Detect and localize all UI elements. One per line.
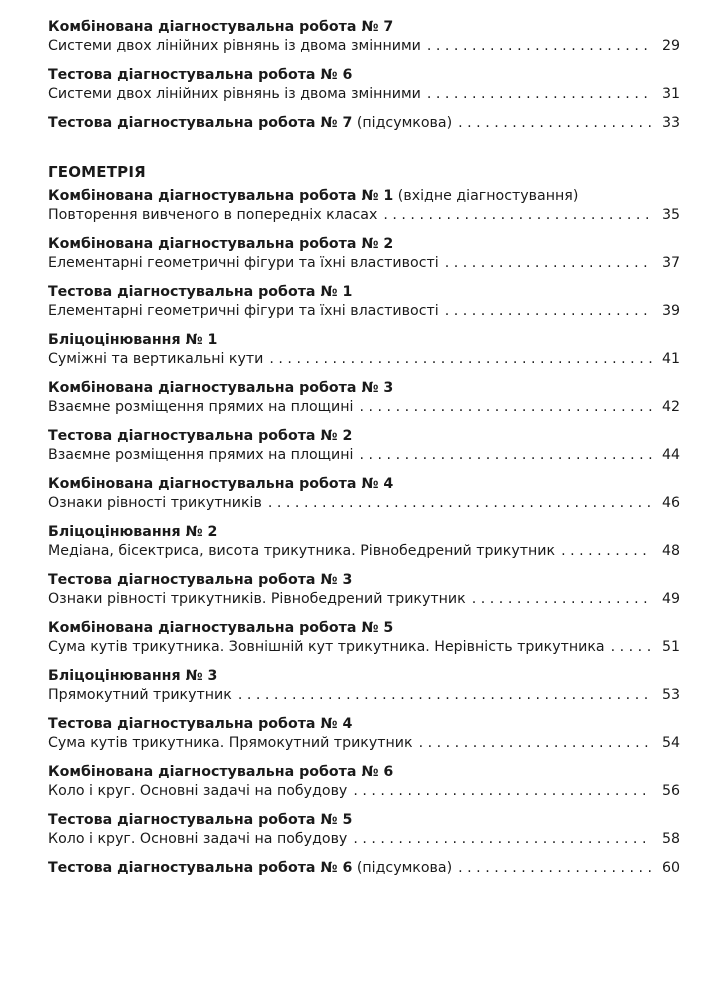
toc-entry-topic-line	[48, 590, 680, 609]
toc-entry[interactable]	[48, 114, 680, 133]
toc-entry-heading	[48, 428, 352, 444]
toc-entry[interactable]	[48, 235, 680, 273]
toc-entry-topic-line	[48, 830, 680, 849]
toc-entry[interactable]	[48, 859, 680, 878]
toc-entry-title-line	[48, 619, 680, 638]
work-note: (вхідне діагностування)	[397, 188, 579, 204]
work-title: Тестова діагностувальна робота № 6	[48, 860, 353, 876]
toc-entry-title-line	[48, 66, 680, 85]
page-number: 56	[661, 783, 680, 799]
dot-leader	[269, 350, 652, 369]
work-title: Комбінована діагностувальна робота № 7	[48, 19, 394, 35]
topic-text: Сума кутів трикутника. Зовнішній кут трикутника. Нерівність трикутника	[48, 639, 605, 655]
dot-leader	[458, 859, 652, 878]
toc-entry-title-line	[48, 427, 680, 446]
table-of-contents	[48, 18, 680, 888]
toc-entry-topic-line	[48, 85, 680, 104]
toc-entry-heading	[48, 572, 352, 588]
topic-text: Системи двох лінійних рівнянь із двома змінними	[48, 86, 421, 102]
dot-leader	[611, 638, 652, 657]
toc-entry-topic-line	[48, 494, 680, 513]
page-number: 29	[661, 38, 680, 54]
topic-text: Повторення вивченого в попередніх класах	[48, 207, 378, 223]
work-title: Комбінована діагностувальна робота № 6	[48, 764, 394, 780]
dot-leader	[427, 85, 652, 104]
toc-entry-topic-line	[48, 37, 680, 56]
toc-entry-title-line	[48, 114, 680, 133]
toc-entry-topic-line	[48, 734, 680, 753]
dot-leader	[445, 302, 652, 321]
work-title: Бліцоцінювання № 3	[48, 668, 218, 684]
dot-leader	[353, 830, 652, 849]
work-title: Бліцоцінювання № 2	[48, 524, 218, 540]
topic-text: Ознаки рівності трикутників. Рівнобедрений трикутник	[48, 591, 466, 607]
dot-leader	[419, 734, 652, 753]
toc-entry-topic-line	[48, 686, 680, 705]
work-title: Комбінована діагностувальна робота № 2	[48, 236, 394, 252]
toc-entry-title-line	[48, 571, 680, 590]
toc-entry[interactable]	[48, 427, 680, 465]
toc-entry[interactable]	[48, 763, 680, 801]
work-title: Тестова діагностувальна робота № 1	[48, 284, 353, 300]
toc-entry-heading	[48, 114, 452, 133]
work-title: Тестова діагностувальна робота № 3	[48, 572, 353, 588]
work-title: Комбінована діагностувальна робота № 1	[48, 188, 394, 204]
toc-entry-heading	[48, 859, 452, 878]
toc-entry[interactable]	[48, 379, 680, 417]
toc-entry-heading	[48, 524, 217, 540]
topic-text: Елементарні геометричні фігури та їхні властивості	[48, 255, 439, 271]
page-number: 31	[661, 86, 680, 102]
topic-text: Прямокутний трикутник	[48, 687, 232, 703]
toc-entry-heading	[48, 812, 352, 828]
toc-entry-topic-line	[48, 638, 680, 657]
toc-entry[interactable]	[48, 475, 680, 513]
work-title: Тестова діагностувальна робота № 2	[48, 428, 353, 444]
toc-entry-topic-line	[48, 302, 680, 321]
page-number: 37	[661, 255, 680, 271]
dot-leader	[238, 686, 652, 705]
topic-text: Взаємне розміщення прямих на площині	[48, 447, 354, 463]
toc-entry[interactable]	[48, 715, 680, 753]
toc-entry-title-line	[48, 523, 680, 542]
page-number: 51	[661, 639, 680, 655]
page-number: 41	[661, 351, 680, 367]
toc-entry-title-line	[48, 811, 680, 830]
work-title: Тестова діагностувальна робота № 7	[48, 115, 353, 131]
dot-leader	[458, 114, 652, 133]
page-number: 39	[661, 303, 680, 319]
topic-text: Суміжні та вертикальні кути	[48, 351, 264, 367]
toc-entry-title-line	[48, 715, 680, 734]
toc-entry-heading	[48, 188, 578, 204]
algebra-section-tail	[48, 18, 680, 133]
page-number: 33	[661, 115, 680, 131]
toc-entry-heading	[48, 19, 393, 35]
geometry-heading: ГЕОМЕТРІЯ	[48, 163, 146, 181]
toc-entry-title-line	[48, 235, 680, 254]
toc-entry[interactable]	[48, 571, 680, 609]
page-number: 42	[661, 399, 680, 415]
page-number: 35	[661, 207, 680, 223]
work-title: Тестова діагностувальна робота № 4	[48, 716, 353, 732]
toc-entry[interactable]	[48, 811, 680, 849]
dot-leader	[268, 494, 652, 513]
toc-entry-heading	[48, 380, 393, 396]
work-note: (підсумкова)	[356, 860, 453, 876]
page-number: 49	[661, 591, 680, 607]
toc-entry-topic-line	[48, 206, 680, 225]
work-note: (підсумкова)	[356, 115, 453, 131]
work-title: Комбінована діагностувальна робота № 3	[48, 380, 394, 396]
toc-entry-heading	[48, 668, 217, 684]
topic-text: Медіана, бісектриса, висота трикутника. Рівнобедрений трикутник	[48, 543, 556, 559]
work-title: Комбінована діагностувальна робота № 5	[48, 620, 394, 636]
toc-entry[interactable]	[48, 187, 680, 225]
toc-entry[interactable]	[48, 18, 680, 56]
dot-leader	[445, 254, 652, 273]
toc-entry-heading	[48, 284, 352, 300]
page-number: 60	[661, 860, 680, 876]
toc-entry-title-line	[48, 763, 680, 782]
toc-entry-heading	[48, 332, 217, 348]
toc-entry-topic-line	[48, 446, 680, 465]
toc-entry-topic-line	[48, 782, 680, 801]
toc-entry[interactable]	[48, 619, 680, 657]
toc-entry-title-line	[48, 283, 680, 302]
topic-text: Взаємне розміщення прямих на площині	[48, 399, 354, 415]
toc-entry-heading	[48, 67, 352, 83]
topic-text: Сума кутів трикутника. Прямокутний трикутник	[48, 735, 413, 751]
dot-leader	[353, 782, 652, 801]
toc-entry-topic-line	[48, 350, 680, 369]
dot-leader	[360, 446, 653, 465]
toc-entry[interactable]	[48, 66, 680, 104]
dot-leader	[472, 590, 652, 609]
work-title: Тестова діагностувальна робота № 5	[48, 812, 353, 828]
toc-entry-topic-line	[48, 542, 680, 561]
toc-entry-heading	[48, 764, 393, 780]
dot-leader	[360, 398, 653, 417]
toc-entry-title-line	[48, 667, 680, 686]
toc-entry[interactable]	[48, 523, 680, 561]
dot-leader	[561, 542, 652, 561]
toc-entry-topic-line	[48, 254, 680, 273]
toc-entry[interactable]	[48, 667, 680, 705]
topic-text: Ознаки рівності трикутників	[48, 495, 262, 511]
page-number: 44	[661, 447, 680, 463]
toc-entry-title-line	[48, 331, 680, 350]
toc-entry-heading	[48, 620, 393, 636]
work-title: Тестова діагностувальна робота № 6	[48, 67, 353, 83]
toc-entry-topic-line	[48, 398, 680, 417]
toc-entry-title-line	[48, 18, 680, 37]
toc-entry[interactable]	[48, 331, 680, 369]
dot-leader	[427, 37, 652, 56]
dot-leader	[383, 206, 652, 225]
geometry-section	[48, 187, 680, 878]
page-number: 53	[661, 687, 680, 703]
toc-entry-heading	[48, 476, 393, 492]
work-title: Бліцоцінювання № 1	[48, 332, 218, 348]
toc-entry-heading	[48, 716, 352, 732]
toc-entry-title-line	[48, 475, 680, 494]
topic-text: Елементарні геометричні фігури та їхні властивості	[48, 303, 439, 319]
page-number: 58	[661, 831, 680, 847]
toc-entry-heading	[48, 236, 393, 252]
toc-entry-title-line	[48, 859, 680, 878]
toc-entry[interactable]	[48, 283, 680, 321]
topic-text: Коло і круг. Основні задачі на побудову	[48, 831, 348, 847]
page-number: 48	[661, 543, 680, 559]
topic-text: Системи двох лінійних рівнянь із двома змінними	[48, 38, 421, 54]
page-number: 54	[661, 735, 680, 751]
work-title: Комбінована діагностувальна робота № 4	[48, 476, 394, 492]
topic-text: Коло і круг. Основні задачі на побудову	[48, 783, 348, 799]
toc-entry-title-line	[48, 187, 680, 206]
toc-entry-title-line	[48, 379, 680, 398]
page-number: 46	[661, 495, 680, 511]
